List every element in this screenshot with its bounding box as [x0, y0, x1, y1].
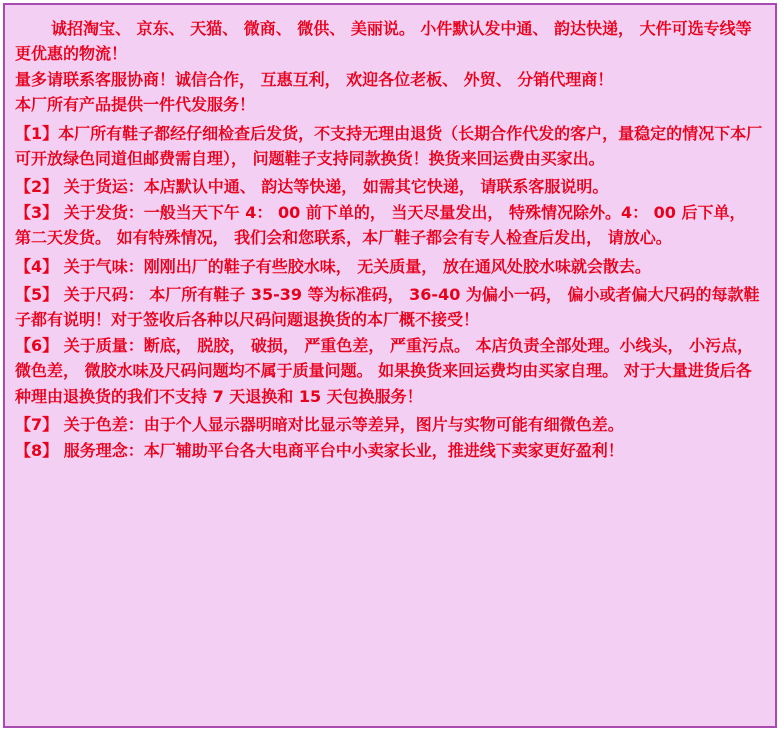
cooperation-paragraph: 量多请联系客服协商！诚信合作， 互惠互利， 欢迎各位老板、 外贸、 分销代理商！ — [15, 69, 614, 89]
policy-item-2: 【2】 关于货运：本店默认中通、 韵达等快递， 如需其它快递， 请联系客服说明。 — [15, 177, 609, 197]
policy-item-4: 【4】 关于气味：刚刚出厂的鞋子有些胶水味， 无关质量， 放在通风处胶水味就会散去。 — [15, 256, 651, 276]
intro-paragraph: 诚招淘宝、 京东、 天猫、 微商、 微供、 美丽说。 小件默认发中通、 韵达快递， 大件可选专线等更优惠的物流！ — [15, 19, 752, 64]
notice-panel — [3, 3, 777, 728]
policy-item-1: 【1】本厂所有鞋子都经仔细检查后发货，不支持无理由退货（长期合作代发的客户，量稳定的情况下本厂可开放绿色同道但邮费需自理）， 问题鞋子支持同款换货！换货来回运费由买家出。 — [15, 123, 763, 169]
policy-item-6: 【6】 关于质量：断底， 脱胶， 破损， 严重色差， 严重污点。 本店负责全部处理。小线头， 小污点， 微色差， 微胶水味及尺码问题均不属于质量问题。 如果换货来回运费均由买家自理。 对于大量进货后各种理由退换货的我们不支持 7 天退换和 15 天包换服务！ — [15, 335, 754, 406]
policy-item-7: 【7】 关于色差：由于个人显示器明暗对比显示等差异，图片与实物可能有细微色差。 — [15, 415, 624, 435]
policy-item-8: 【8】 服务理念：本厂辅助平台各大电商平台中小卖家长业，推进线下卖家更好盈利！ — [15, 440, 624, 460]
policy-item-3: 【3】 关于发货：一般当天下午 4： 00 前下单的， 当天尽量发出， 特殊情况除外。4： 00 后下单， 第二天发货。 如有特殊情况， 我们会和您联系，本厂鞋子都会有专人检查后发出， 请放心。 — [15, 202, 746, 248]
dropship-paragraph: 本厂所有产品提供一件代发服务！ — [15, 95, 256, 115]
policy-item-5: 【5】 关于尺码： 本厂所有鞋子 35-39 等为标准码， 36-40 为偏小一码， 偏小或者偏大尺码的每款鞋子都有说明！对于签收后各种以尺码问题退换货的本厂概不接受！ — [15, 285, 760, 330]
